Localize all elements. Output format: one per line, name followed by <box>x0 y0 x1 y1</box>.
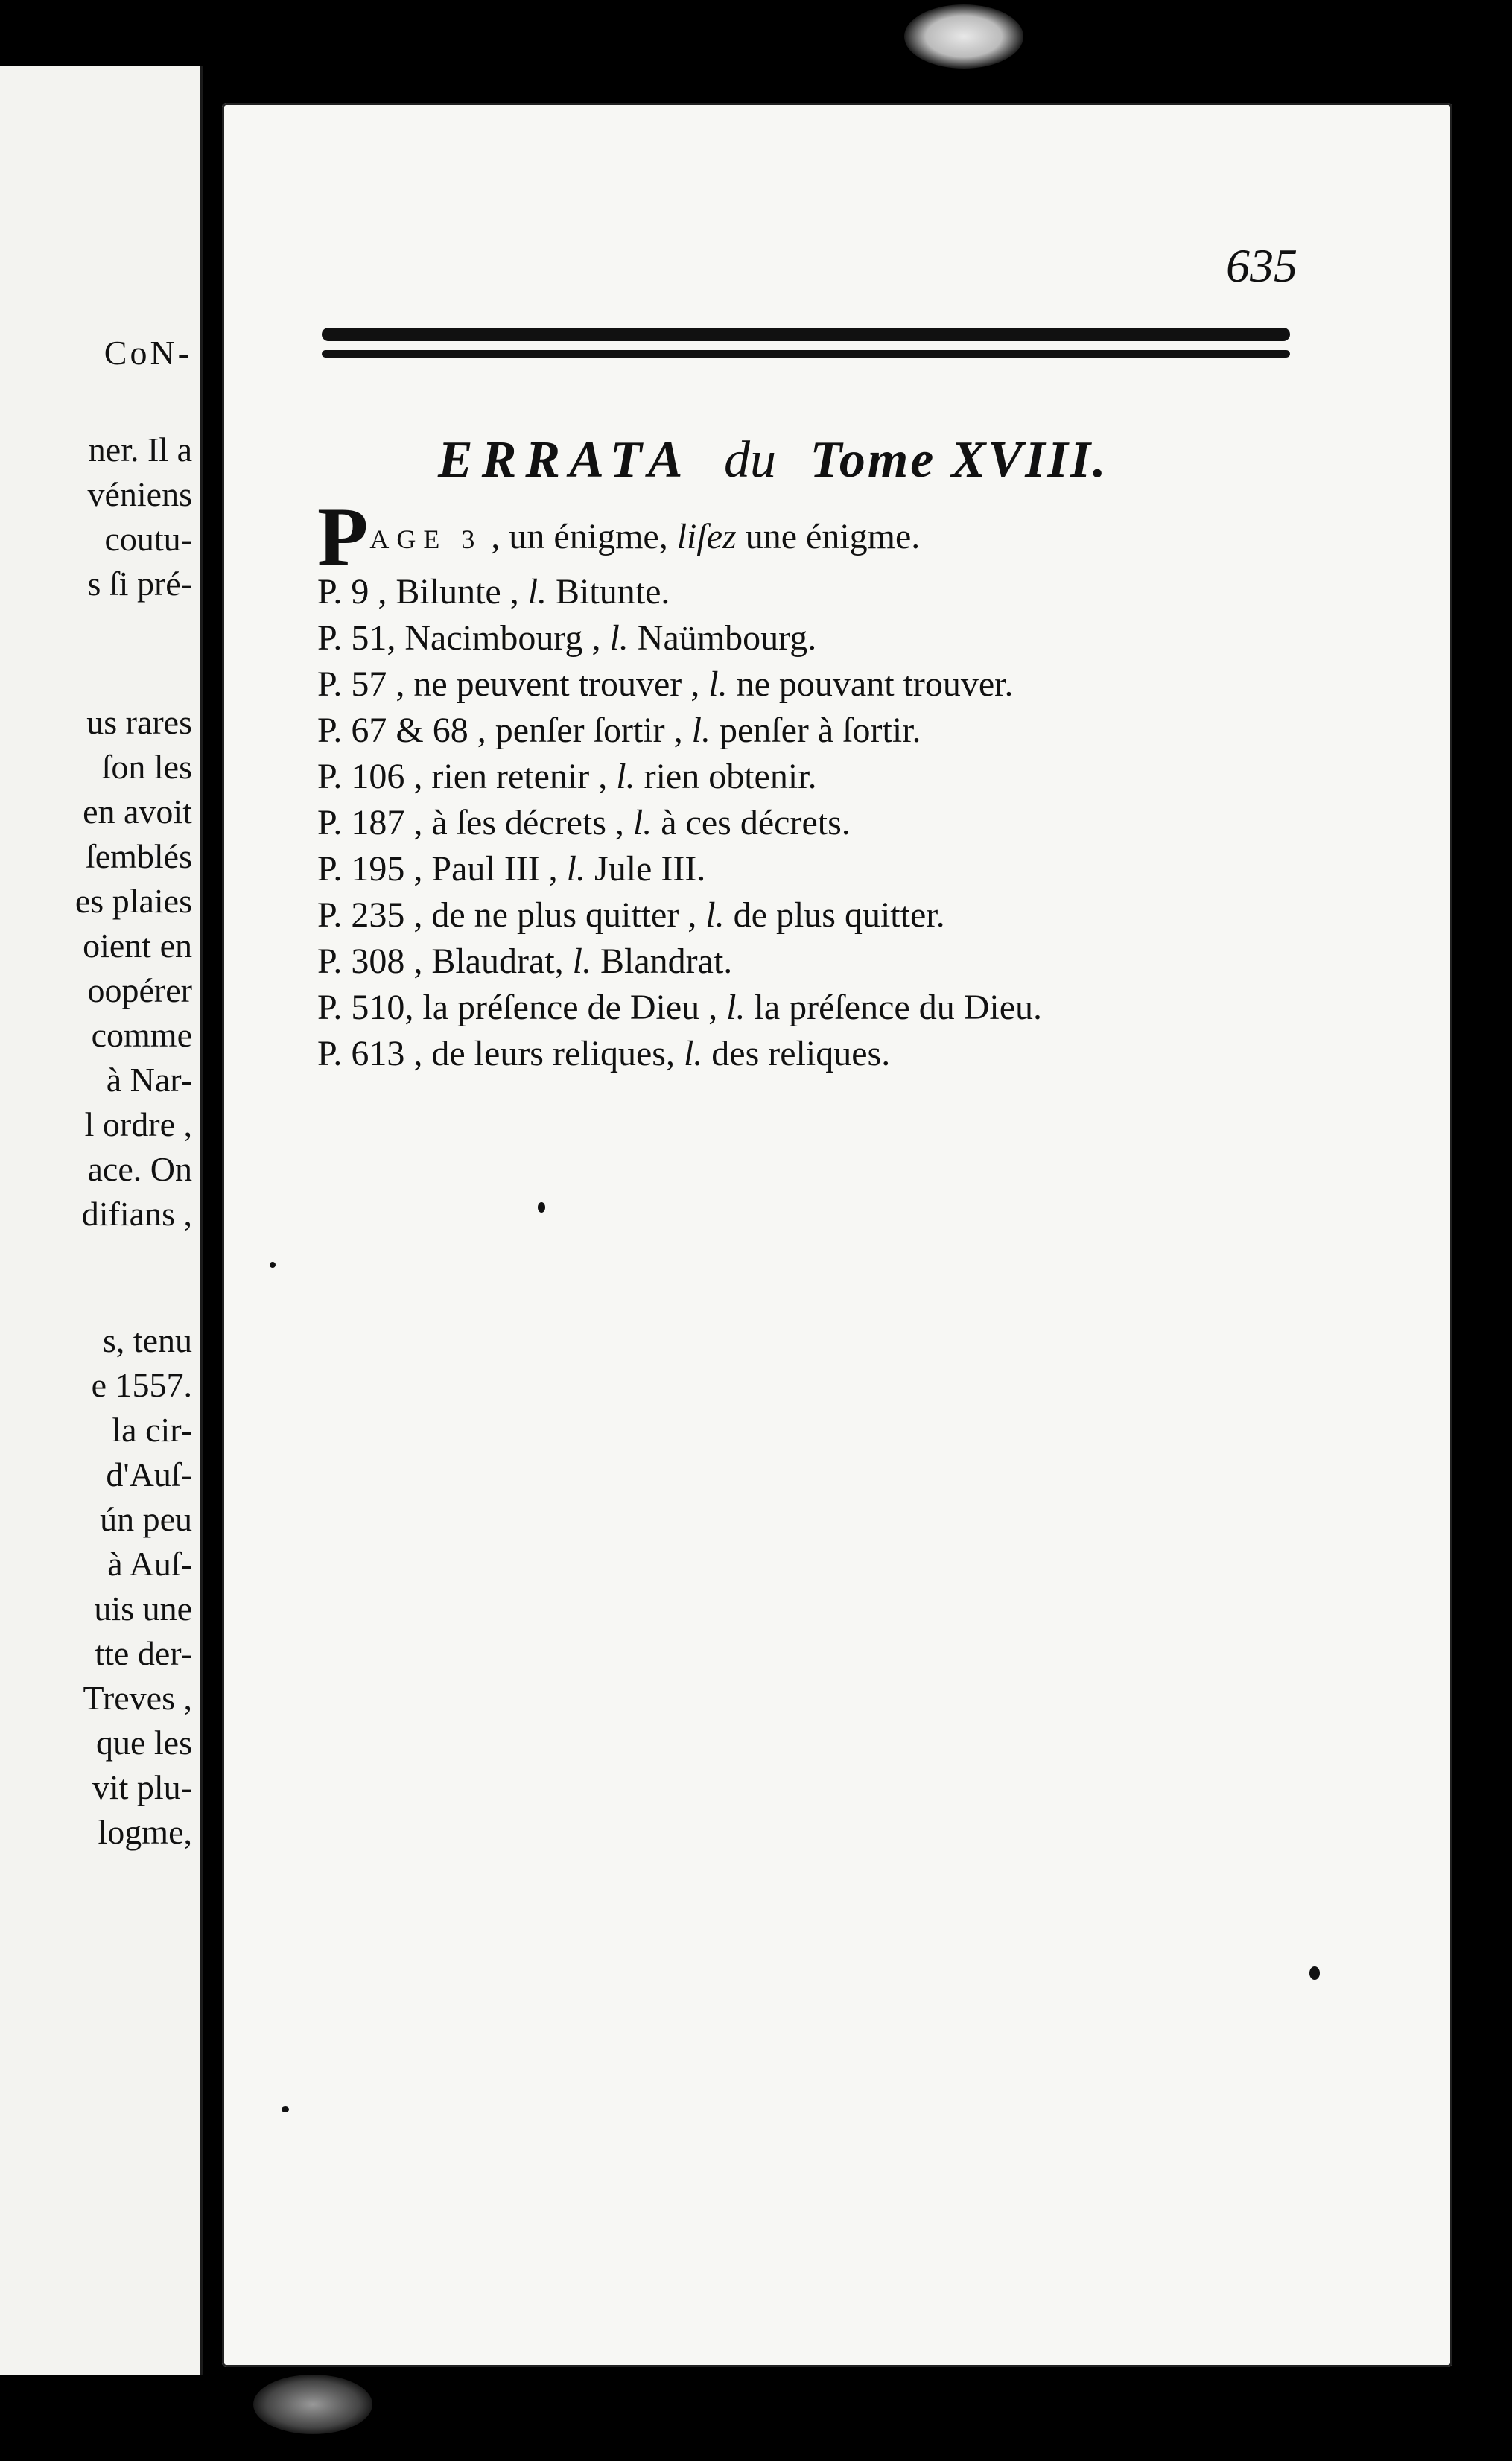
errata-entry: P. 187 , à ſes décrets , l. à ces décrets. <box>317 803 851 842</box>
errata-page-ref: P. 57 <box>317 664 387 704</box>
left-page-line: uis une <box>94 1590 192 1628</box>
errata-abbr: l. <box>683 1034 703 1073</box>
errata-abbr: liſez <box>676 517 737 556</box>
errata-page-ref: P. 308 <box>317 941 405 981</box>
errata-abbr: l. <box>609 618 629 658</box>
errata-correction: ne pouvant trouver. <box>736 664 1014 704</box>
errata-entry: P. 106 , rien retenir , l. rien obtenir. <box>317 757 817 796</box>
errata-page-ref: AGE 3 <box>369 524 483 554</box>
errata-error: un énigme <box>509 517 659 556</box>
errata-abbr: l. <box>632 803 652 842</box>
errata-abbr: l. <box>708 664 728 704</box>
errata-entry: P. 308 , Blaudrat, l. Blandrat. <box>317 941 733 981</box>
errata-error: ne peuvent trouver <box>413 664 682 704</box>
errata-page-ref: P. 51 <box>317 618 387 658</box>
left-page-line: ace. On <box>87 1150 192 1188</box>
errata-correction: Bitunte. <box>556 572 670 612</box>
header-rule-thick <box>322 328 1290 341</box>
errata-correction: rien obtenir. <box>644 757 817 796</box>
errata-entry: P. 57 , ne peuvent trouver , l. ne pouvant trouver. <box>317 664 1014 704</box>
errata-page-ref: P. 195 <box>317 849 405 889</box>
errata-correction: penſer à ſortir. <box>719 711 921 750</box>
errata-error: Paul III <box>431 849 540 889</box>
left-page-line: tte der- <box>95 1634 192 1672</box>
errata-abbr: l. <box>705 895 725 935</box>
errata-correction: Naümbourg. <box>637 618 817 658</box>
left-page-line: Treves , <box>83 1679 192 1717</box>
left-page-line: que les <box>95 1724 192 1762</box>
left-page-line: à Nar- <box>106 1061 192 1099</box>
errata-correction: à ces décrets. <box>661 803 851 842</box>
errata-page-ref: P. 67 & 68 <box>317 711 468 750</box>
left-page-line: comme <box>91 1016 192 1054</box>
left-page-line: e 1557. <box>91 1366 192 1404</box>
errata-abbr: l. <box>572 941 591 981</box>
left-page-line: s, tenu <box>102 1321 192 1359</box>
ink-speck <box>270 1262 276 1268</box>
ink-speck <box>538 1202 545 1213</box>
ink-smudge <box>253 2375 372 2434</box>
left-page-line: s ſi pré- <box>87 565 192 603</box>
errata-page <box>222 103 1452 2367</box>
header-rule-thin <box>322 350 1290 358</box>
errata-error: à ſes décrets <box>431 803 606 842</box>
errata-entry: P. 51, Nacimbourg , l. Naümbourg. <box>317 618 817 658</box>
errata-abbr: l. <box>726 988 746 1027</box>
errata-abbr: l. <box>691 711 711 750</box>
ink-blot <box>904 4 1023 69</box>
left-facing-page <box>0 66 203 2375</box>
errata-abbr: l. <box>527 572 547 612</box>
left-page-line: véniens <box>87 475 192 513</box>
title-errata: ERRATA <box>438 431 692 489</box>
errata-error: de leurs reliques <box>431 1034 666 1073</box>
left-page-line: ún peu <box>100 1500 192 1538</box>
errata-entry: P. 9 , Bilunte , l. Bitunte. <box>317 572 670 612</box>
errata-page-ref: P. 106 <box>317 757 405 796</box>
errata-page-ref: P. 187 <box>317 803 405 842</box>
errata-error: penſer ſortir <box>495 711 665 750</box>
errata-error: Nacimbourg <box>404 618 583 658</box>
errata-entry: P. 613 , de leurs reliques, l. des reliques. <box>317 1034 891 1073</box>
errata-page-ref: P. 9 <box>317 572 369 612</box>
errata-correction: Blandrat. <box>600 941 733 981</box>
errata-entry: P. 195 , Paul III , l. Jule III. <box>317 849 706 889</box>
errata-correction: Jule III. <box>594 849 706 889</box>
errata-error: rien retenir <box>431 757 590 796</box>
errata-page-ref: P. 613 <box>317 1034 405 1073</box>
left-page-line: ner. Il a <box>88 431 192 469</box>
left-page-line: d'Auſ- <box>106 1455 192 1493</box>
title-du: du <box>723 431 776 489</box>
errata-error: Bilunte <box>396 572 501 612</box>
page-number: 635 <box>1226 239 1297 292</box>
errata-page-ref: P. 510 <box>317 988 405 1027</box>
errata-entry: P. 235 , de ne plus quitter , l. de plus quitter. <box>317 895 945 935</box>
title-tome: Tome XVIII. <box>810 431 1108 489</box>
errata-error: la préſence de Dieu <box>422 988 700 1027</box>
errata-correction: la préſence du Dieu. <box>754 988 1042 1027</box>
left-page-line: la cir- <box>112 1411 192 1449</box>
left-page-line: oient en <box>83 927 192 965</box>
errata-error: de ne plus quitter <box>431 895 679 935</box>
left-page-line: ſemblés <box>85 837 192 875</box>
errata-title <box>438 431 1257 490</box>
left-page-line: CoN- <box>104 334 192 372</box>
drop-cap: P <box>317 491 369 583</box>
left-page-line: oopérer <box>87 971 192 1009</box>
errata-error: Blaudrat <box>431 941 555 981</box>
left-page-line: es plaies <box>74 882 192 920</box>
errata-correction: des reliques. <box>711 1034 891 1073</box>
left-page-line: à Auſ- <box>107 1545 192 1583</box>
errata-abbr: l. <box>566 849 586 889</box>
errata-entry: P. 67 & 68 , penſer ſortir , l. penſer à ſortir. <box>317 711 921 750</box>
left-page-line: logme, <box>98 1813 192 1851</box>
errata-page-ref: P. 235 <box>317 895 405 935</box>
left-page-line: vit plu- <box>92 1768 192 1806</box>
ink-speck <box>282 2106 289 2112</box>
left-page-line: coutu- <box>104 520 192 558</box>
left-page-line: ſon les <box>101 748 192 786</box>
left-page-line: l ordre , <box>84 1105 192 1143</box>
errata-correction: de plus quitter. <box>733 895 945 935</box>
ink-speck <box>1309 1966 1320 1980</box>
left-page-line: en avoit <box>83 793 192 831</box>
left-page-line: us rares <box>86 703 192 741</box>
errata-list <box>317 491 1397 1077</box>
errata-abbr: l. <box>616 757 635 796</box>
errata-entry: P. 510, la préſence de Dieu , l. la préſence du Dieu. <box>317 988 1042 1027</box>
left-page-line: difians , <box>81 1195 192 1233</box>
errata-entry: PAGE 3 , un énigme, liſez une énigme. <box>317 491 921 583</box>
errata-correction: une énigme. <box>745 517 921 556</box>
